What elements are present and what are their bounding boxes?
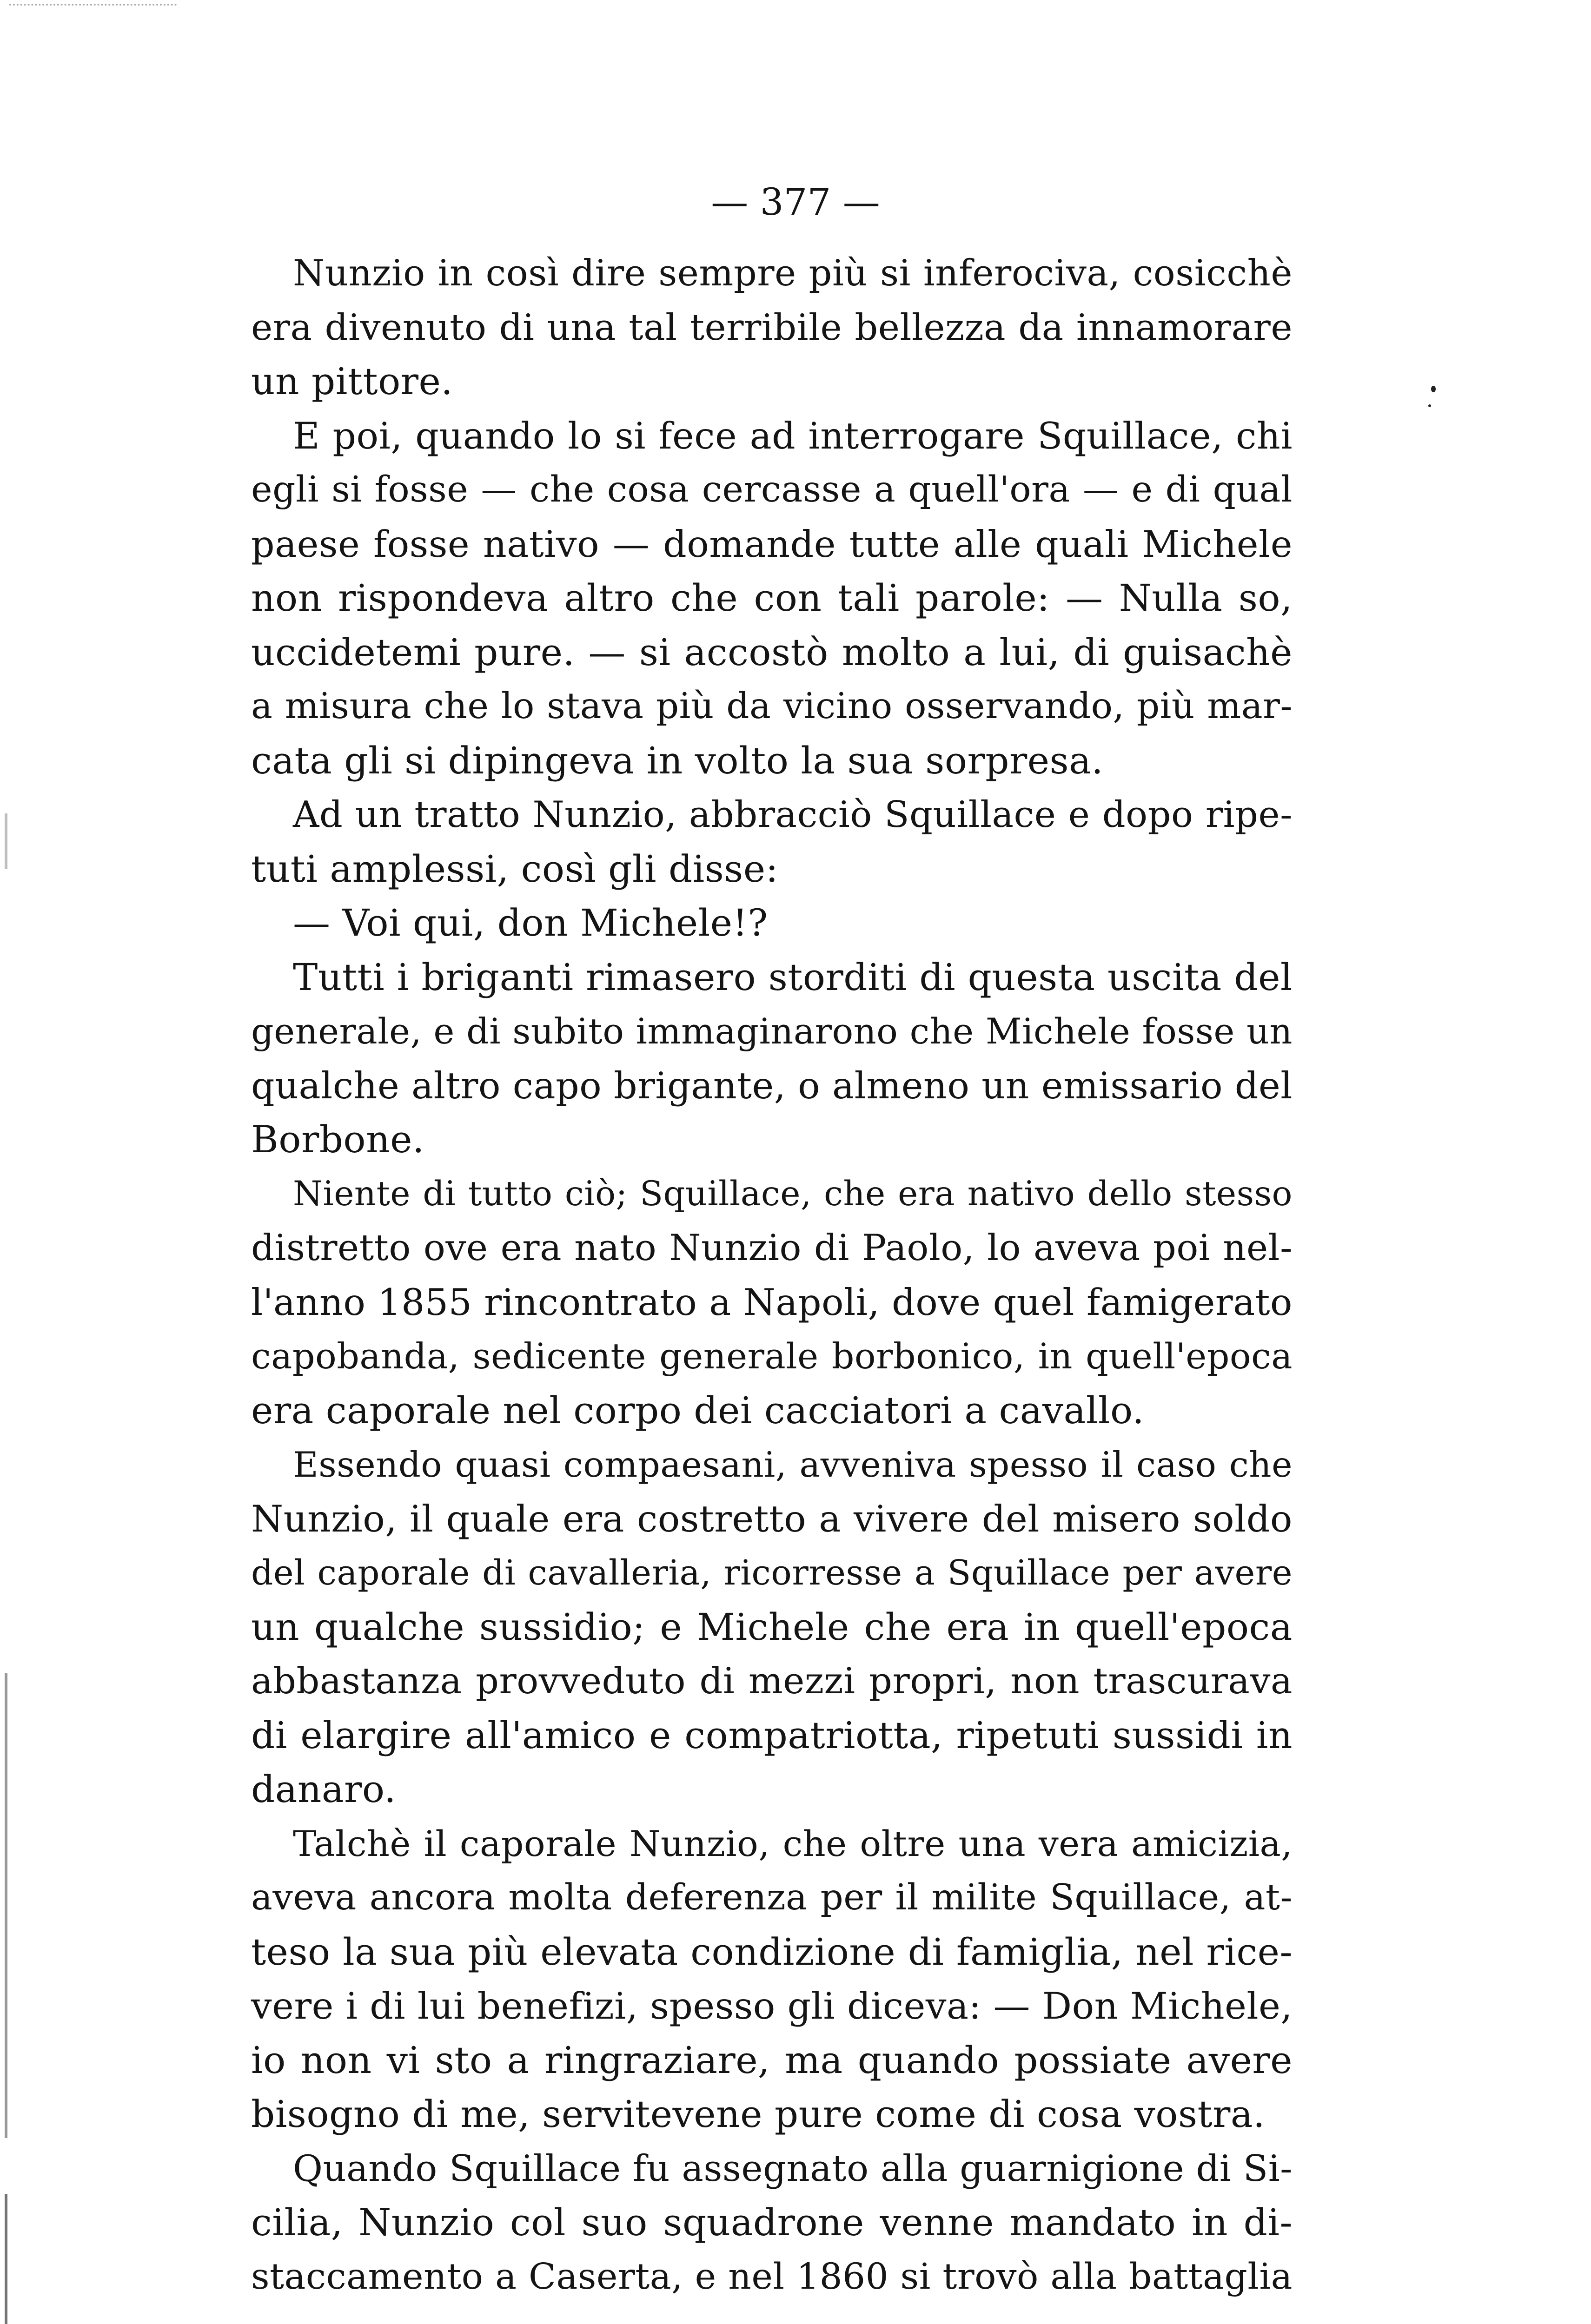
text-line: generale, e di subito immaginarono che Michele fosse un (251, 1010, 1293, 1052)
scan-artifact-top (9, 4, 177, 7)
ink-speck (1431, 386, 1436, 392)
text-line: E poi, quando lo si fece ad interrogare Squillace, chi (293, 414, 1293, 457)
text-line: Nunzio, il quale era costretto a vivere del misero soldo (251, 1497, 1293, 1540)
text-line: teso la sua più elevata condizione di famiglia, nel rice- (251, 1930, 1293, 1974)
text-line: a misura che lo stava più da vicino osservando, più mar- (251, 686, 1293, 727)
text-line: Borbone. (251, 1118, 424, 1161)
text-line: distretto ove era nato Nunzio di Paolo, lo aveva poi nel- (251, 1227, 1293, 1269)
scan-edge-mark (5, 1673, 7, 2138)
text-line: cata gli si dipingeva in volto la sua sorpresa. (251, 739, 1104, 782)
text-line: capobanda, sedicente generale borbonico, in quell'epoca (251, 1335, 1293, 1377)
body-text (251, 246, 1293, 2304)
text-line: Nunzio in così dire sempre più si inferociva, cosicchè (293, 252, 1293, 294)
text-line: era divenuto di una tal terribile bellezza da innamorare (251, 306, 1293, 349)
text-line: staccamento a Caserta, e nel 1860 si trovò alla battaglia (251, 2256, 1293, 2298)
text-line: aveva ancora molta deferenza per il milite Squillace, at- (251, 1877, 1293, 1918)
text-line: bisogno di me, servitevene pure come di cosa vostra. (251, 2093, 1266, 2136)
text-line: l'anno 1855 rincontrato a Napoli, dove quel famigerato (251, 1281, 1293, 1324)
text-line: cilia, Nunzio col suo squadrone venne mandato in di- (251, 2201, 1293, 2244)
text-line: qualche altro capo brigante, o almeno un emissario del (251, 1064, 1293, 1107)
text-line: del caporale di cavalleria, ricorresse a Squillace per avere (251, 1553, 1293, 1593)
text-line: Talchè il caporale Nunzio, che oltre una vera amicizia, (293, 1822, 1293, 1864)
text-line: uccidetemi pure. — si accostò molto a lui, di guisachè (251, 630, 1293, 674)
text-line: abbastanza provveduto di mezzi propri, non trascurava (251, 1660, 1293, 1702)
text-line: egli si fosse — che cosa cercasse a quell'ora — e di qual (251, 469, 1293, 510)
scan-edge-mark (5, 813, 7, 869)
text-line: Niente di tutto ciò; Squillace, che era nativo dello stesso (293, 1174, 1293, 1214)
text-line: vere i di lui benefizi, spesso gli diceva: — Don Michele, (251, 1985, 1293, 2027)
text-line: di elargire all'amico e compatriotta, ripetuti sussidi in (251, 1713, 1293, 1757)
text-line: era caporale nel corpo dei cacciatori a cavallo. (251, 1388, 1145, 1432)
scan-edge-mark (5, 2194, 7, 2324)
text-line: tuti amplessi, così gli disse: (251, 847, 779, 891)
text-line: Quando Squillace fu assegnato alla guarnigione di Si- (293, 2147, 1293, 2190)
text-line: non rispondeva altro che con tali parole: — Nulla so, (251, 576, 1293, 620)
ink-speck (1428, 404, 1431, 407)
text-line: paese fosse nativo — domande tutte alle quali Michele (251, 522, 1293, 566)
text-line: un qualche sussidio; e Michele che era in quell'epoca (251, 1605, 1293, 1649)
page-number: — 377 — (711, 180, 880, 224)
text-line: un pittore. (251, 360, 453, 403)
text-line: io non vi sto a ringraziare, ma quando possiate avere (251, 2038, 1293, 2082)
text-line: Tutti i briganti rimasero storditi di questa uscita del (293, 955, 1293, 999)
text-line: Ad un tratto Nunzio, abbracciò Squillace e dopo ripe- (293, 794, 1293, 836)
text-line: Essendo quasi compaesani, avveniva spesso il caso che (293, 1444, 1293, 1485)
text-line: — Voi qui, don Michele!? (293, 901, 768, 944)
text-line: danaro. (251, 1768, 397, 1811)
